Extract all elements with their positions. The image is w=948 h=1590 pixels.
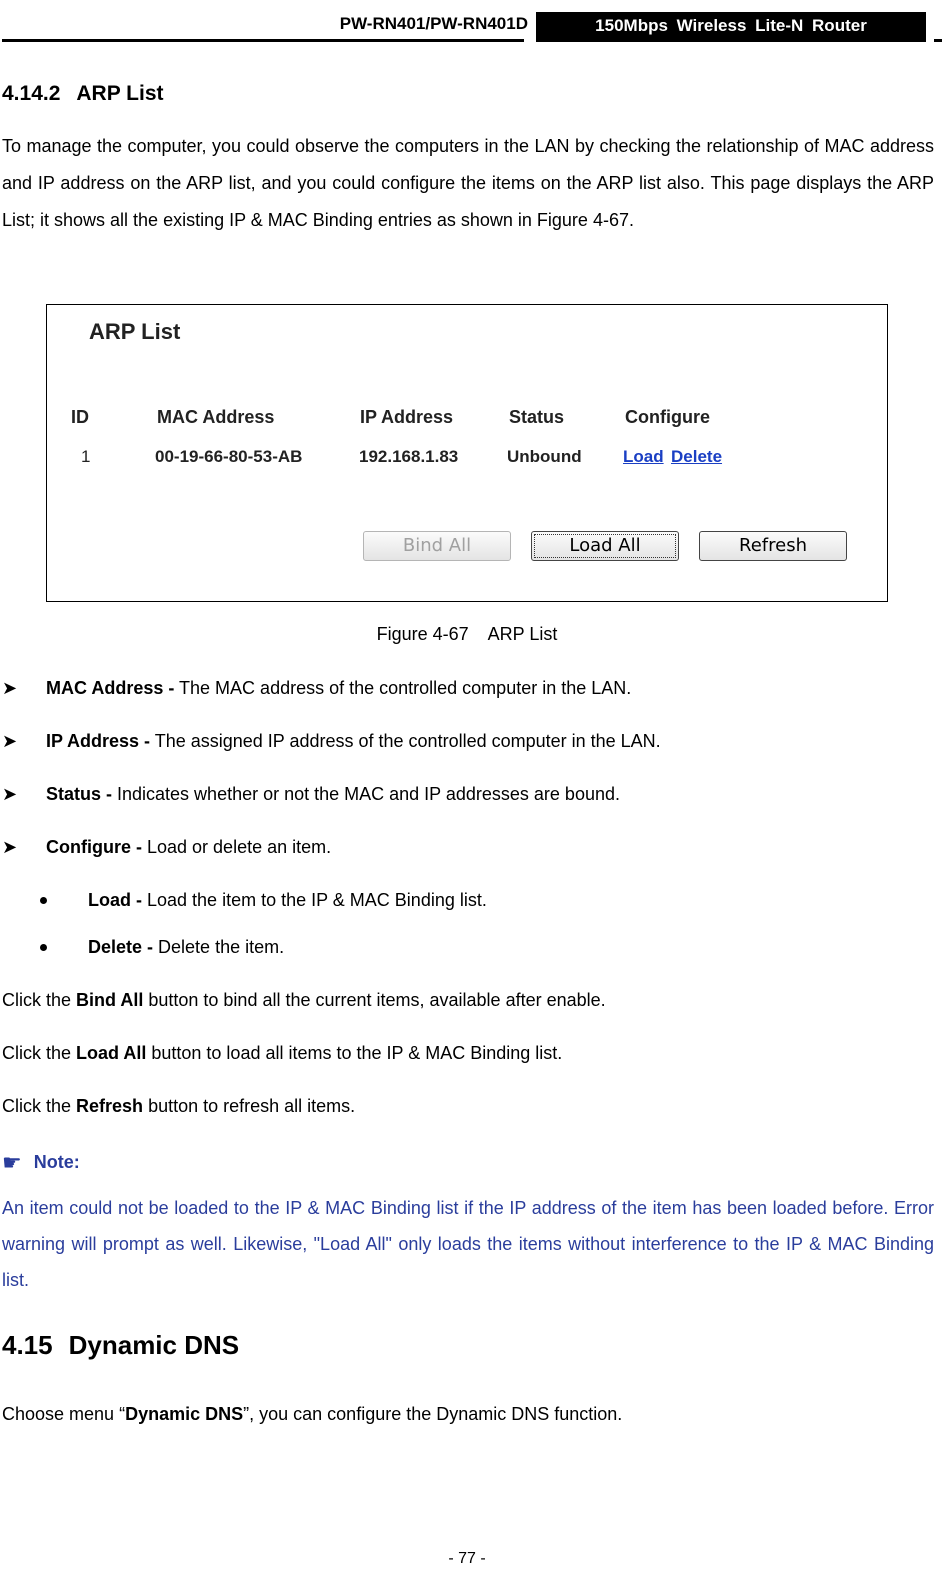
intro-post: ”, you can configure the Dynamic DNS function. [243, 1404, 623, 1424]
header-gap [524, 34, 536, 42]
click-term: Bind All [76, 990, 144, 1010]
delete-link[interactable]: Delete [671, 447, 723, 466]
header-product: 150Mbps Wireless Lite-N Router [536, 12, 926, 42]
figure-caption: Figure 4-67 ARP List [376, 624, 558, 644]
click-post: button to refresh all items. [143, 1096, 356, 1116]
note-text: An item could not be loaded to the IP & MAC Binding list if the IP address of the item has been loaded before. Error warning will prompt as well. Likewise, "Load All" only loads the items without interference to the IP & MAC Binding list. [2, 1198, 934, 1290]
bullet-term: IP Address - [46, 731, 151, 751]
bullet-desc: The MAC address of the controlled computer in the LAN. [174, 678, 632, 698]
column-header-ip: IP Address [360, 407, 454, 427]
section-number: 4.14.2 [2, 82, 61, 105]
pointing-hand-icon: ☛ [2, 1150, 22, 1175]
page-header [0, 12, 948, 44]
sub-bullet-desc: Load the item to the IP & MAC Binding list. [142, 890, 487, 910]
figure-title: ARP List [89, 319, 181, 344]
row-ip: 192.168.1.83 [359, 447, 459, 466]
row-id: 1 [81, 447, 91, 466]
next-section-heading [2, 1330, 239, 1361]
column-header-mac: MAC Address [157, 407, 275, 427]
load-link[interactable]: Load [623, 447, 664, 466]
click-pre: Click the [2, 1096, 77, 1116]
column-header-status: Status [509, 407, 565, 427]
click-post: button to bind all the current items, available after enable. [143, 990, 606, 1010]
refresh-button[interactable]: Refresh [699, 531, 847, 561]
intro-pre: Choose menu “ [2, 1404, 126, 1424]
click-pre: Click the [2, 990, 77, 1010]
section-title: ARP List [76, 82, 164, 105]
column-header-id: ID [71, 407, 89, 427]
arrow-bullet-icon: ➤ [2, 678, 18, 698]
bind-all-button[interactable]: Bind All [363, 531, 511, 561]
load-all-button[interactable]: Load All [531, 531, 679, 561]
arp-list-figure [46, 304, 888, 602]
click-load-all-line [2, 1043, 562, 1064]
arrow-bullet-icon: ➤ [2, 837, 18, 857]
next-section-number: 4.15 [2, 1330, 53, 1360]
click-pre: Click the [2, 1043, 77, 1063]
next-section-title: Dynamic DNS [68, 1330, 240, 1360]
intro-term: Dynamic DNS [125, 1404, 244, 1424]
section-heading [2, 82, 164, 106]
arrow-bullet-icon: ➤ [2, 731, 18, 751]
bullet-desc: The assigned IP address of the controlled computer in the LAN. [150, 731, 661, 751]
click-term: Refresh [76, 1096, 144, 1116]
row-mac: 00-19-66-80-53-AB [155, 447, 303, 466]
bullet-desc: Indicates whether or not the MAC and IP addresses are bound. [112, 784, 620, 804]
header-model: PW-RN401/PW-RN401D [339, 14, 528, 33]
note-label: Note: [33, 1152, 80, 1172]
sub-bullet-desc: Delete the item. [153, 937, 285, 957]
click-post: button to load all items to the IP & MAC Binding list. [146, 1043, 563, 1063]
bullet-desc: Load or delete an item. [142, 837, 332, 857]
dot-bullet-icon [40, 944, 47, 951]
click-term: Load All [76, 1043, 147, 1063]
dot-bullet-icon [40, 897, 47, 904]
row-status: Unbound [507, 447, 582, 466]
click-refresh-line [2, 1096, 355, 1117]
section-intro: To manage the computer, you could observe the computers in the LAN by checking the relationship of MAC address and IP address on the ARP list, and you could configure the items on the ARP list also. This page displays the ARP List; it shows all the existing IP & MAC Binding entries as shown in Figure 4-67. [2, 136, 934, 230]
click-bind-all-line [2, 990, 606, 1011]
header-gap-right [926, 34, 934, 42]
bullet-term: Status - [46, 784, 113, 804]
sub-bullet-term: Delete - [88, 937, 154, 957]
page-number: - 77 - [448, 1550, 486, 1567]
arrow-bullet-icon: ➤ [2, 784, 18, 804]
column-header-configure: Configure [625, 407, 710, 427]
bullet-term: MAC Address - [46, 678, 175, 698]
note-heading [2, 1150, 80, 1176]
sub-bullet-term: Load - [88, 890, 142, 910]
bullet-term: Configure - [46, 837, 142, 857]
next-section-intro [2, 1404, 622, 1425]
